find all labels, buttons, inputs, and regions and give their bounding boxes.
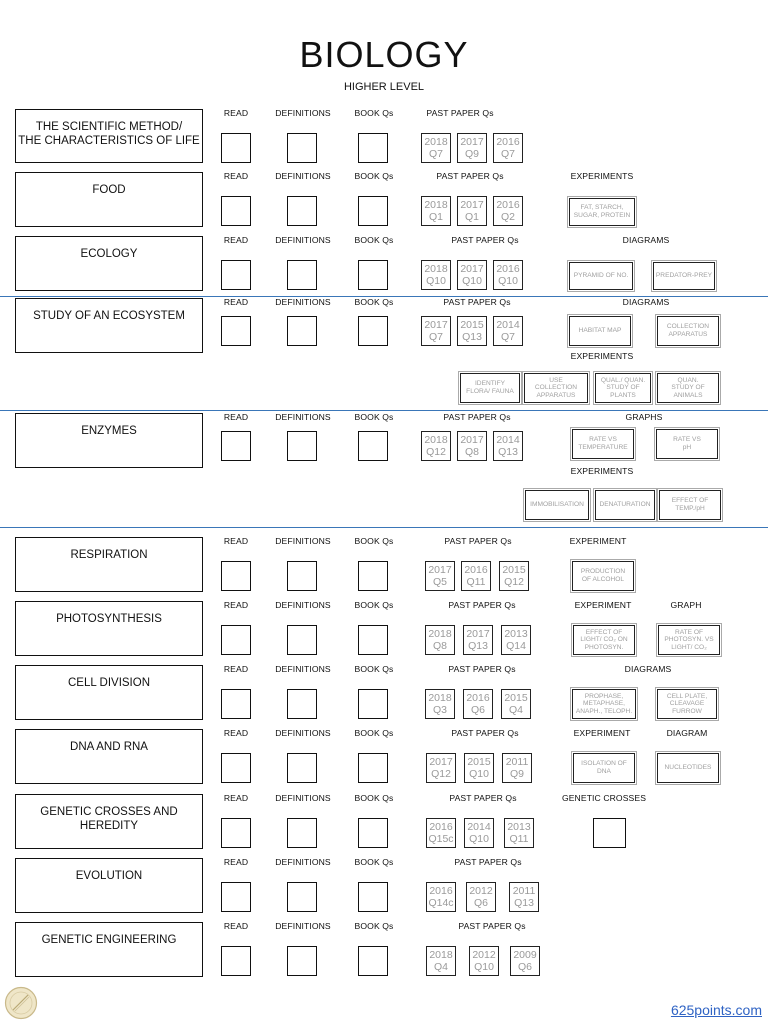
column-header-past-papers: PAST PAPER Qs [449,793,517,803]
activity-checkbox[interactable]: NUCLEOTIDES [657,753,719,783]
book-questions-checkbox[interactable] [358,196,388,226]
read-checkbox[interactable] [221,316,251,346]
column-header-book-questions: BOOK Qs [354,235,394,245]
past-paper-checkbox[interactable]: 2017 Q8 [457,431,487,461]
column-header-definitions: DEFINITIONS [275,921,331,931]
column-header-past-papers: PAST PAPER Qs [426,108,494,118]
column-header-book-questions: BOOK Qs [354,728,394,738]
past-paper-checkbox[interactable]: 2014 Q13 [493,431,523,461]
read-checkbox[interactable] [221,882,251,912]
section-header: DIAGRAMS [624,664,672,674]
activity-checkbox[interactable]: DENATURATION [595,490,655,520]
activity-checkbox[interactable]: FAT, STARCH, SUGAR, PROTEIN [569,198,635,226]
activity-checkbox[interactable]: QUAL./ QUAN. STUDY OF PLANTS [595,373,651,403]
past-paper-checkbox[interactable]: 2015 Q10 [464,753,494,783]
section-divider [0,296,768,297]
activity-checkbox[interactable]: QUAN. STUDY OF ANIMALS [657,373,719,403]
book-questions-checkbox[interactable] [358,946,388,976]
past-paper-checkbox[interactable]: 2014 Q10 [464,818,494,848]
column-header-read: READ [223,793,249,803]
read-checkbox[interactable] [221,133,251,163]
topic-box: THE SCIENTIFIC METHOD/ THE CHARACTERISTICS OF LIFE [15,109,203,163]
page-subtitle: HIGHER LEVEL [343,81,425,93]
column-header-read: READ [223,108,249,118]
topic-box: RESPIRATION [15,537,203,592]
topic-box: PHOTOSYNTHESIS [15,601,203,656]
read-checkbox[interactable] [221,260,251,290]
past-paper-checkbox[interactable]: 2018 Q3 [425,689,455,719]
past-paper-checkbox[interactable]: 2016 Q6 [463,689,493,719]
column-header-read: READ [223,600,249,610]
past-paper-checkbox[interactable]: 2015 Q4 [501,689,531,719]
activity-checkbox[interactable]: PRODUCTION OF ALCOHOL [572,561,634,591]
definitions-checkbox[interactable] [287,196,317,226]
read-checkbox[interactable] [221,689,251,719]
past-paper-checkbox[interactable]: 2017 Q1 [457,196,487,226]
read-checkbox[interactable] [221,753,251,783]
column-header-past-papers: PAST PAPER Qs [443,412,511,422]
past-paper-checkbox[interactable]: 2015 Q13 [457,316,487,346]
column-header-read: READ [223,171,249,181]
topic-box: ENZYMES [15,413,203,468]
past-paper-checkbox[interactable]: 2016 Q15c [426,818,456,848]
activity-checkbox[interactable]: CELL PLATE, CLEAVAGE FURROW [657,689,717,719]
section-header: EXPERIMENTS [570,171,634,181]
activity-checkbox[interactable]: HABITAT MAP [569,316,631,346]
book-questions-checkbox[interactable] [358,689,388,719]
genetic-crosses-checkbox[interactable] [593,818,626,848]
column-header-book-questions: BOOK Qs [354,857,394,867]
past-paper-checkbox[interactable]: 2018 Q4 [426,946,456,976]
activity-checkbox[interactable]: RATE VS pH [656,429,718,459]
column-header-read: READ [223,235,249,245]
read-checkbox[interactable] [221,561,251,591]
seal-logo-icon [4,986,38,1020]
read-checkbox[interactable] [221,196,251,226]
footer-website-link[interactable]: 625points.com [670,1002,762,1018]
past-paper-checkbox[interactable]: 2012 Q6 [466,882,496,912]
activity-checkbox[interactable]: ISOLATION OF DNA [573,753,635,783]
column-header-read: READ [223,857,249,867]
definitions-checkbox[interactable] [287,561,317,591]
past-paper-checkbox[interactable]: 2018 Q12 [421,431,451,461]
book-questions-checkbox[interactable] [358,882,388,912]
column-header-past-papers: PAST PAPER Qs [448,664,516,674]
column-header-definitions: DEFINITIONS [275,857,331,867]
past-paper-checkbox[interactable]: 2018 Q7 [421,133,451,163]
topic-box: GENETIC ENGINEERING [15,922,203,977]
activity-checkbox[interactable]: PREDATOR-PREY [653,262,715,290]
column-header-past-papers: PAST PAPER Qs [458,921,526,931]
topic-box: ECOLOGY [15,236,203,291]
column-header-past-papers: PAST PAPER Qs [444,536,512,546]
past-paper-checkbox[interactable]: 2016 Q14c [426,882,456,912]
book-questions-checkbox[interactable] [358,818,388,848]
section-header: DIAGRAMS [622,297,670,307]
activity-checkbox[interactable]: EFFECT OF LIGHT/ CO₂ ON PHOTOSYN. [573,625,635,655]
read-checkbox[interactable] [221,431,251,461]
definitions-checkbox[interactable] [287,689,317,719]
column-header-book-questions: BOOK Qs [354,793,394,803]
column-header-read: READ [223,728,249,738]
column-header-definitions: DEFINITIONS [275,412,331,422]
past-paper-checkbox[interactable]: 2018 Q8 [425,625,455,655]
column-header-definitions: DEFINITIONS [275,235,331,245]
column-header-book-questions: BOOK Qs [354,297,394,307]
column-header-past-papers: PAST PAPER Qs [436,171,504,181]
activity-checkbox[interactable]: USE COLLECTION APPARATUS [524,373,588,403]
definitions-checkbox[interactable] [287,882,317,912]
column-header-book-questions: BOOK Qs [354,664,394,674]
column-header-read: READ [223,921,249,931]
page-title: BIOLOGY [299,34,469,75]
book-questions-checkbox[interactable] [358,133,388,163]
definitions-checkbox[interactable] [287,260,317,290]
activity-checkbox[interactable]: IDENTIFY FLORA/ FAUNA [460,373,520,403]
read-checkbox[interactable] [221,625,251,655]
definitions-checkbox[interactable] [287,625,317,655]
past-paper-checkbox[interactable]: 2011 Q9 [502,753,532,783]
section-header: EXPERIMENT [573,728,631,738]
topic-box: CELL DIVISION [15,665,203,720]
past-paper-checkbox[interactable]: 2014 Q7 [493,316,523,346]
section-header: GRAPH [670,600,702,610]
past-paper-checkbox[interactable]: 2018 Q10 [421,260,451,290]
topic-box: GENETIC CROSSES AND HEREDITY [15,794,203,849]
read-checkbox[interactable] [221,818,251,848]
column-header-definitions: DEFINITIONS [275,536,331,546]
activity-checkbox[interactable]: COLLECTION APPARATUS [657,316,719,346]
column-header-book-questions: BOOK Qs [354,536,394,546]
topic-box: STUDY OF AN ECOSYSTEM [15,298,203,353]
activity-checkbox[interactable]: RATE OF PHOTOSYN. VS LIGHT/ CO₂ [658,625,720,655]
activity-checkbox[interactable]: IMMOBILISATION [525,490,589,520]
column-header-book-questions: BOOK Qs [354,600,394,610]
section-divider [0,410,768,411]
column-header-read: READ [223,412,249,422]
activity-checkbox[interactable]: RATE VS TEMPERATURE [572,429,634,459]
past-paper-checkbox[interactable]: 2015 Q12 [499,561,529,591]
past-paper-checkbox[interactable]: 2017 Q10 [457,260,487,290]
definitions-checkbox[interactable] [287,753,317,783]
column-header-definitions: DEFINITIONS [275,793,331,803]
past-paper-checkbox[interactable]: 2012 Q10 [469,946,499,976]
topic-box: DNA AND RNA [15,729,203,784]
past-paper-checkbox[interactable]: 2018 Q1 [421,196,451,226]
past-paper-checkbox[interactable]: 2017 Q13 [463,625,493,655]
section-header: EXPERIMENT [574,600,632,610]
activity-checkbox[interactable]: EFFECT OF TEMP./pH [659,490,721,520]
column-header-definitions: DEFINITIONS [275,108,331,118]
section-header: GRAPHS [625,412,663,422]
column-header-definitions: DEFINITIONS [275,171,331,181]
book-questions-checkbox[interactable] [358,561,388,591]
past-paper-checkbox[interactable]: 2017 Q7 [421,316,451,346]
book-questions-checkbox[interactable] [358,260,388,290]
column-header-past-papers: PAST PAPER Qs [454,857,522,867]
column-header-read: READ [223,664,249,674]
read-checkbox[interactable] [221,946,251,976]
past-paper-checkbox[interactable]: 2011 Q13 [509,882,539,912]
topic-box: FOOD [15,172,203,227]
definitions-checkbox[interactable] [287,946,317,976]
book-questions-checkbox[interactable] [358,431,388,461]
column-header-definitions: DEFINITIONS [275,664,331,674]
column-header-past-papers: PAST PAPER Qs [443,297,511,307]
past-paper-checkbox[interactable]: 2013 Q14 [501,625,531,655]
section-header: DIAGRAM [666,728,708,738]
definitions-checkbox[interactable] [287,431,317,461]
past-paper-checkbox[interactable]: 2009 Q6 [510,946,540,976]
definitions-checkbox[interactable] [287,133,317,163]
section-header: EXPERIMENTS [570,466,634,476]
column-header-read: READ [223,536,249,546]
book-questions-checkbox[interactable] [358,753,388,783]
past-paper-checkbox[interactable]: 2016 Q10 [493,260,523,290]
column-header-past-papers: PAST PAPER Qs [448,600,516,610]
section-header: GENETIC CROSSES [561,793,647,803]
column-header-read: READ [223,297,249,307]
book-questions-checkbox[interactable] [358,625,388,655]
column-header-definitions: DEFINITIONS [275,297,331,307]
column-header-definitions: DEFINITIONS [275,728,331,738]
activity-checkbox[interactable]: PYRAMID OF NO. [569,262,633,290]
column-header-definitions: DEFINITIONS [275,600,331,610]
column-header-book-questions: BOOK Qs [354,412,394,422]
activity-checkbox[interactable]: PROPHASE, METAPHASE, ANAPH., TELOPH. [572,689,636,719]
book-questions-checkbox[interactable] [358,316,388,346]
section-header: EXPERIMENTS [570,351,634,361]
column-header-past-papers: PAST PAPER Qs [451,235,519,245]
section-header: DIAGRAMS [622,235,670,245]
past-paper-checkbox[interactable]: 2017 Q9 [457,133,487,163]
past-paper-checkbox[interactable]: 2017 Q12 [426,753,456,783]
section-header: EXPERIMENT [569,536,627,546]
column-header-past-papers: PAST PAPER Qs [451,728,519,738]
definitions-checkbox[interactable] [287,316,317,346]
section-divider [0,527,768,528]
column-header-book-questions: BOOK Qs [354,108,394,118]
past-paper-checkbox[interactable]: 2016 Q2 [493,196,523,226]
past-paper-checkbox[interactable]: 2016 Q11 [461,561,491,591]
topic-box: EVOLUTION [15,858,203,913]
past-paper-checkbox[interactable]: 2016 Q7 [493,133,523,163]
past-paper-checkbox[interactable]: 2017 Q5 [425,561,455,591]
definitions-checkbox[interactable] [287,818,317,848]
column-header-book-questions: BOOK Qs [354,171,394,181]
past-paper-checkbox[interactable]: 2013 Q11 [504,818,534,848]
column-header-book-questions: BOOK Qs [354,921,394,931]
